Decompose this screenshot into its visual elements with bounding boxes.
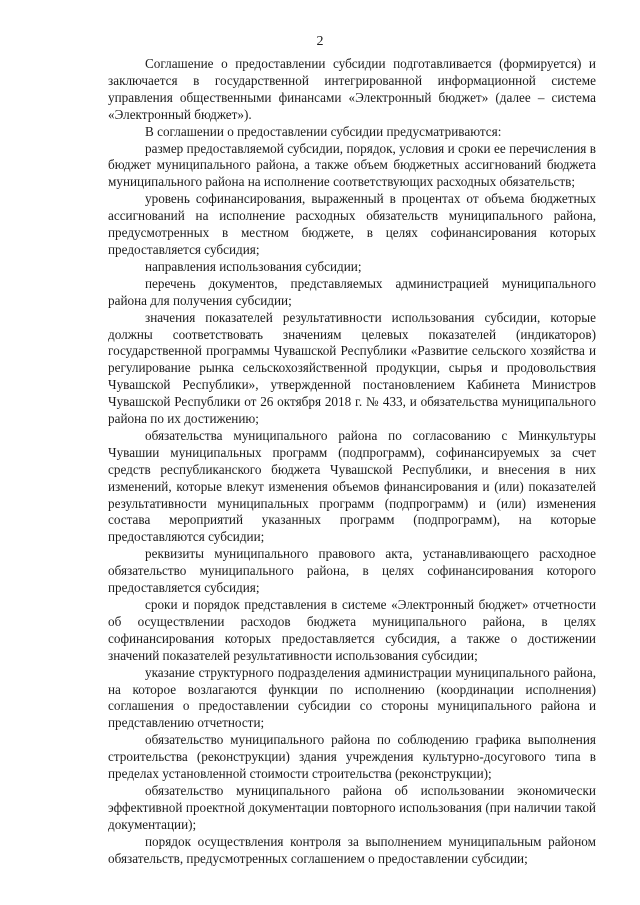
paragraph-performance-indicators: значения показателей результативности использования субсидии, которые должны соответствовать значениям целевых показателей (индикаторов) государственной программы Чувашской Республики «Развитие сельского хозяйства и регулирование рынка сельскохозяйственной продукции, сырья и продовольствия Чувашской Республики», утвержденной постановлением Кабинета Министров Чувашской Республики от 26 октября 2018 г. № 433, и обязательства муниципального района по их достижению; [108,309,596,427]
paragraph-responsible-division: указание структурного подразделения администрации муниципального района, на которое возлагаются функции по исполнению (координации исполнения) соглашения о предоставлении субсидии со стороны муниципального района и представлению отчетности; [108,664,596,731]
paragraph-cofinancing-level: уровень софинансирования, выраженный в процентах от объема бюджетных ассигнований на исполнение расходных обязательств муниципального района, предусмотренных в местном бюджете, в целях софинансирования которых предоставляется субсидия; [108,191,596,257]
paragraph-construction-schedule: обязательство муниципального района по соблюдению графика выполнения строительства (реконструкции) здания учреждения культурно-досугового типа в пределах установленной стоимости строительства (реконструкции); [108,732,596,782]
paragraph-subsidy-size: размер предоставляемой субсидии, порядок, условия и сроки ее перечисления в бюджет муниципального района, а также объем бюджетных ассигнований бюджета муниципального района на исполнение соответствующих расходных обязательств; [108,140,596,190]
paragraph-documents-list: перечень документов, представляемых администрацией муниципального района для получения субсидии; [108,275,596,308]
paragraph-control-procedure: порядок осуществления контроля за выполнением муниципальным районом обязательств, предусмотренных соглашением о предоставлении субсидии; [108,833,596,866]
paragraph-reporting-terms: сроки и порядок представления в системе «Электронный бюджет» отчетности об осуществлении расходов бюджета муниципального района, в целях софинансирования которых предоставляется субсидия, а также о достижении значений показателей результативности использования субсидии; [108,597,596,663]
paragraph-agreement-provisions-intro: В соглашении о предоставлении субсидии предусматриваются: [145,123,502,139]
paragraph-agreement-formation: Соглашение о предоставлении субсидии подготавливается (формируется) и заключается в государственной интегрированной информационной системе управления общественными финансами «Электронный бюджет» (далее – система «Электронный бюджет»). [108,56,596,122]
page-number: 2 [316,34,324,49]
paragraph-usage-directions: направления использования субсидии; [145,258,362,274]
document-body [108,56,596,868]
paragraph-program-coordination: обязательства муниципального района по согласованию с Минкультуры Чувашии муниципальных программ (подпрограмм), софинансируемых за счет средств республиканского бюджета Чувашской Республики, и внесения в них изменений, которые влекут изменения объемов финансирования и (или) показателей результативности муниципальных программ (подпрограмм) и (или) изменения состава мероприятий указанных программ (подпрограмм), на которые предоставляются субсидии; [108,427,596,545]
paragraph-design-documentation: обязательство муниципального района об использовании экономически эффективной проектной документации повторного использования (при наличии такой документации); [108,782,596,832]
paragraph-legal-act-details: реквизиты муниципального правового акта, устанавливающего расходное обязательство муниципального района, в целях софинансирования которого предоставляется субсидия; [108,546,596,596]
